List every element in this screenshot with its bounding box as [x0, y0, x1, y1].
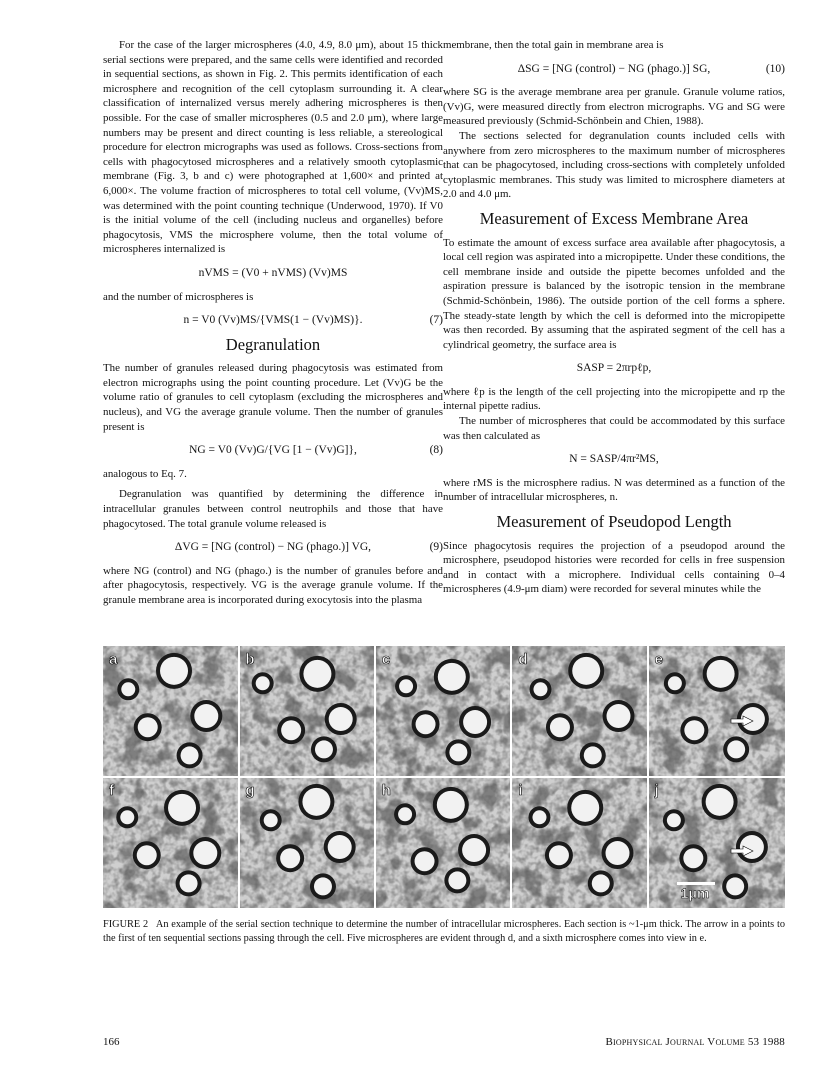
microsphere [571, 794, 599, 822]
microsphere [180, 874, 198, 892]
panel-label: h [381, 782, 391, 799]
paragraph: Since phagocytosis requires the projection of a pseudopod around the microsphere, pseudopod histories were recorded for cells in free suspension and in contact with a microphere. Individual cells containing 0–4 microspheres (4.9-μm diam) were recorded for several minutes while the [443, 539, 785, 596]
microsphere [549, 845, 569, 865]
equation-text: ΔVG = [NG (control) − NG (phago.)] VG, [174, 541, 372, 554]
panel-label: b [245, 651, 255, 668]
microsphere [667, 813, 681, 827]
left-column [103, 38, 443, 608]
microsphere [181, 746, 199, 764]
panel-label: c [381, 651, 391, 668]
microsphere [462, 838, 486, 862]
equation-surface-area [443, 361, 785, 376]
microsphere [303, 660, 331, 688]
equation-text: SASP = 2πrpℓp, [576, 362, 652, 375]
microsphere [314, 877, 332, 895]
microsphere [532, 810, 546, 824]
microsphere [399, 679, 413, 693]
paragraph: The number of microspheres that could be accommodated by this surface was then calculated as [443, 415, 785, 442]
panel-label: a [109, 651, 118, 668]
microsphere [449, 743, 467, 761]
equation-9 [103, 540, 443, 555]
equation-text: ΔSG = [NG (control) − NG (phago.)] SG, [517, 62, 711, 75]
microsphere [193, 841, 217, 865]
equation-7 [103, 313, 443, 328]
microsphere [550, 717, 570, 737]
microsphere [463, 710, 487, 734]
microsphere [137, 845, 157, 865]
right-column [443, 38, 785, 597]
paragraph: The number of granules released during phagocytosis was estimated from electron micrographs using the point counting procedure. Let (Vv)G be the volume ratio of granules to cell cytoplasm (excluding the microspheres and nucleus), and VG the average granule volume. Then the number of granules present is [103, 362, 443, 433]
equation-10 [443, 62, 785, 77]
microsphere [668, 676, 682, 690]
equation-text: n = V0 (Vv)MS/{VMS(1 − (Vv)MS)}. [183, 314, 363, 327]
equation-number: (10) [765, 62, 785, 75]
equation [103, 266, 443, 281]
microsphere [726, 877, 744, 895]
micrograph-figure [103, 646, 785, 908]
page-number: 166 [103, 1036, 120, 1048]
microsphere [592, 874, 610, 892]
section-heading-degranulation: Degranulation [225, 334, 321, 354]
microsphere [607, 704, 631, 728]
journal-footer: Biophysical Journal Volume 53 1988 [605, 1036, 785, 1048]
panel-label: f [109, 782, 114, 799]
panel-label: e [654, 651, 663, 668]
paragraph: where ℓp is the length of the cell projecting into the micropipette and rp the internal pipette radius. [443, 385, 785, 413]
microsphere [120, 810, 134, 824]
paragraph: To estimate the amount of excess surface area available after phagocytosis, a local cell region was aspirated into a micropipette. Under these conditions, the cell membrane inside and outside the pipette becomes unfolded and the aspiration pressure is balanced by the isotropic tension in the membrane (Schmid-Schönbein, 1986). The outside portion of the cell forms a sphere. The steady-state length by which the cell is deformed into the micropipette was then recorded. By assuming that the aspirated segment of the cell has a cylindrical geometry, the surface area is [443, 236, 785, 351]
microsphere [138, 717, 158, 737]
paragraph: where rMS is the microsphere radius. N was determined as a function of the number of intracellular microspheres, n. [443, 476, 785, 504]
microsphere [584, 746, 602, 764]
microsphere [415, 851, 435, 871]
microsphere [572, 657, 600, 685]
microsphere [706, 788, 734, 816]
microsphere [707, 660, 735, 688]
panel-label: d [518, 651, 528, 668]
paragraph: For the case of the larger microspheres (4.0, 4.9, 8.0 μm), about 15 thick serial sections were prepared, and the same cells were identified and recorded in sequential sections, as shown in Fig. 2. This permits identification of each microsphere and recognition of the cell cytoplasm surrounding it. A clear classification of internalized versus merely adhering microspheres is then possible. For the case of smaller microspheres (0.5 and 2.0 μm), where large numbers may be present and direct counting is less reliable, a stereological procedure for electron micrographs was used as follows. Cross-sections from cells with phagocytosed microspheres and a relatively smooth cytoplasmic membrane (Fig. 3, b and c) were photographed at 1,600× and printed at 6,000×. The volume fraction of microspheres to total cell volume, (Vv)MS, was determined with the point counting technique (Underwood, 1970). If V0 is the initial volume of the cell (including nucleus and organelles) before phagocytosis, VMS the microsphere volume, then the total volume of microspheres internalized is [103, 39, 443, 256]
microsphere [280, 848, 300, 868]
equation-text: nVMS = (V0 + nVMS) (Vv)MS [198, 266, 348, 279]
microsphere [329, 707, 353, 731]
microsphere [727, 740, 745, 758]
microsphere [281, 720, 301, 740]
microsphere [264, 813, 278, 827]
microsphere [683, 848, 703, 868]
microsphere [168, 794, 196, 822]
scale-bar [677, 882, 715, 901]
microsphere [315, 740, 333, 758]
panel-label: i [518, 782, 523, 799]
equation-number: (9) [429, 541, 443, 554]
paragraph: Degranulation was quantified by determining the difference in intracellular granules between control neutrophils and those that have phagocytosed. The total granule volume released is [103, 488, 443, 530]
microsphere [194, 704, 218, 728]
microsphere [328, 835, 352, 859]
scale-bar-label: 1μm [680, 885, 710, 901]
microsphere [398, 807, 412, 821]
microsphere [448, 871, 466, 889]
microsphere [606, 841, 630, 865]
paragraph: where NG (control) and NG (phago.) is the number of granules before and after phagocytosis, respectively. VG is the average granule volume. If the granule membrane area is incorporated during exocytosis into the plasma [103, 564, 443, 606]
microsphere [121, 682, 135, 696]
microsphere [416, 714, 436, 734]
microsphere [437, 791, 465, 819]
equation-number: (8) [429, 444, 443, 457]
paragraph: The sections selected for degranulation counts included cells with anywhere from zero microspheres to the maximum number of microspheres that can be phagocytosed, including cross-sections with completely unfolded cytoplasmic membranes. This study was limited to microsphere diameters at 2.0 and 4.0 μm. [443, 129, 785, 201]
caption-label: FIGURE 2 [103, 919, 149, 930]
paragraph: analogous to Eq. 7. [103, 467, 187, 480]
microsphere [438, 663, 466, 691]
equation-text: NG = V0 (Vv)G/{VG [1 − (Vv)G]}, [189, 444, 357, 457]
panel-label: j [654, 782, 659, 799]
figure-caption [103, 918, 785, 946]
equation-number: (7) [429, 314, 443, 327]
paragraph: membrane, then the total gain in membrane area is [443, 39, 664, 51]
microsphere [302, 788, 330, 816]
equation-microsphere-count [443, 452, 785, 467]
microsphere [533, 682, 547, 696]
microsphere [684, 720, 704, 740]
section-heading-pseudopod: Measurement of Pseudopod Length [496, 512, 732, 532]
micrograph-panels [103, 646, 785, 908]
panel-label: g [245, 782, 255, 799]
equation-text: N = SASP/4πr²MS, [569, 453, 659, 466]
microsphere [256, 676, 270, 690]
section-heading-excess-membrane: Measurement of Excess Membrane Area [479, 208, 749, 228]
paragraph: where SG is the average membrane area per granule. Granule volume ratios, (Vv)G, were measured directly from electron micrographs. VG and SG were measured previously (Schmid-Schönbein and Chien, 1988). [443, 86, 785, 128]
equation-8 [103, 443, 443, 458]
microsphere [160, 657, 188, 685]
caption-text: An example of the serial section technique to determine the number of intracellular microspheres. Each section is ~1-μm thick. The arrow in a points to the first of ten sequential sections passing through the cell. Five microspheres are evident through d, and a sixth microsphere comes into view in e. [103, 919, 785, 944]
paragraph: and the number of microspheres is [103, 290, 254, 303]
